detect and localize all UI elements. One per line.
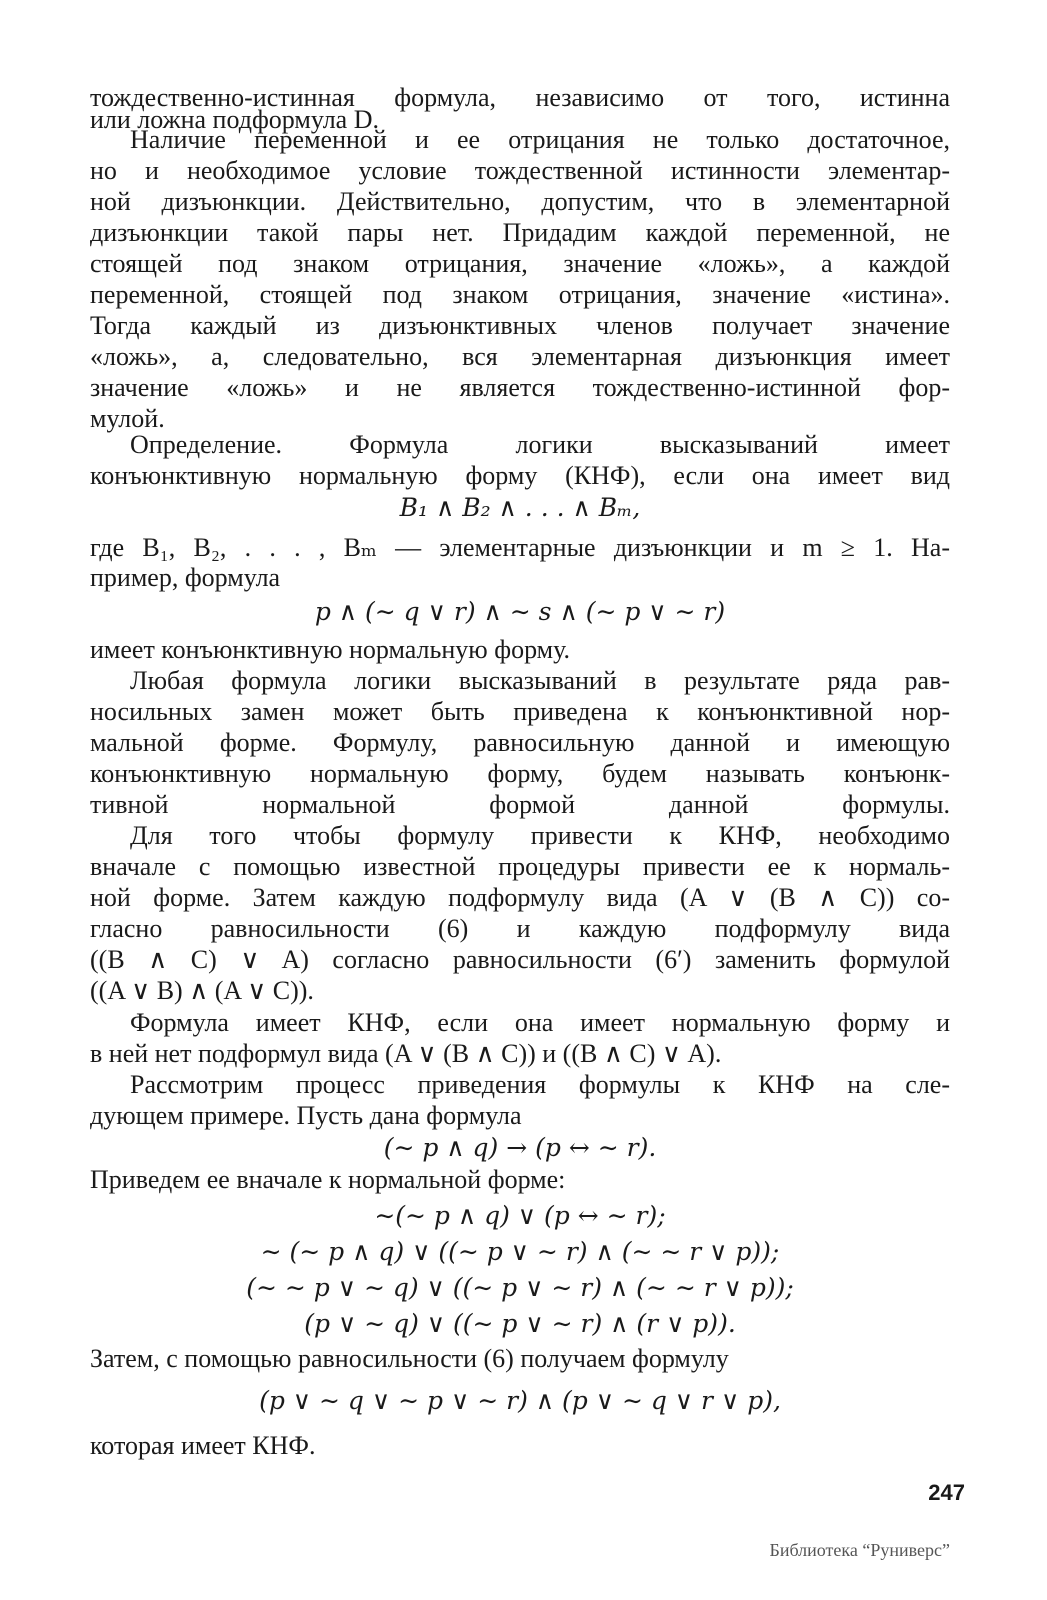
text-line: Приведем ее вначале к нормальной форме: [90,1165,566,1194]
text-line: значение «ложь» и не является тождественно-истинной фор- [90,373,950,402]
text-line: ((A ∨ B) ∧ (A ∨ C)). [90,976,314,1005]
text-line: пример, формула [90,563,281,592]
text-line: Затем, с помощью равносильности (6) получаем формулу [90,1344,729,1373]
text-line: Наличие переменной и ее отрицания не только достаточное, [130,125,950,154]
text-line: но и необходимое условие тождественной истинности элементар- [90,156,950,185]
text-line: где B₁, B₂, . . . , Bₘ — элементарные дизъюнкции и m ≥ 1. На- [90,533,950,562]
formula-line: (p ∨ ∼ q ∨ ∼ p ∨ ∼ r) ∧ (p ∨ ∼ q ∨ r ∨ p), [259,1386,781,1415]
text-line: Рассмотрим процесс приведения формулы к КНФ на сле- [130,1070,950,1099]
text-line: в ней нет подформул вида (A ∨ (B ∧ C)) и ((B ∧ C) ∨ A). [90,1039,722,1068]
text-line: или ложна подформула D. [90,105,379,134]
text-line: тивной нормальной формой данной формулы. [90,790,950,819]
text-line: ной дизъюнкции. Действительно, допустим, что в элементарной [90,187,950,216]
formula-line: ∼(∼ p ∧ q) ∨ (p ↔ ∼ r); [374,1201,666,1230]
formula-line: B₁ ∧ B₂ ∧ . . . ∧ Bₘ, [399,493,641,522]
text-line: Для того чтобы формулу привести к КНФ, необходимо [130,821,950,850]
text-line: дующем примере. Пусть дана формула [90,1101,522,1130]
text-line: конъюнктивную нормальную форму, будем называть конъюнк- [90,759,950,788]
text-line: мальной форме. Формулу, равносильную данной и имеющую [90,728,950,757]
text-line: переменной, стоящей под знаком отрицания, значение «истина». [90,280,950,309]
formula-line: (∼ p ∧ q) → (p ↔ ∼ r). [383,1133,657,1162]
text-line: ((B ∧ C) ∨ A) согласно равносильности (6′) заменить формулой [90,945,950,974]
formula-line: ∼ (∼ p ∧ q) ∨ ((∼ p ∨ ∼ r) ∧ (∼ ∼ r ∨ p)); [260,1237,780,1266]
text-line: тождественно-истинная формула, независимо от того, истинна [90,83,950,112]
page-number: 247 [928,1480,965,1505]
text-line: вначале с помощью известной процедуры привести ее к нормаль- [90,852,950,881]
text-line: конъюнктивную нормальную форму (КНФ), если она имеет вид [90,461,950,490]
text-line: Определение. Формула логики высказываний имеет [130,430,950,459]
text-line: Тогда каждый из дизъюнктивных членов получает значение [90,311,950,340]
text-line: Формула имеет КНФ, если она имеет нормальную форму и [130,1008,950,1037]
text-line: Любая формула логики высказываний в результате ряда рав- [130,666,950,695]
library-watermark: Библиотека “Руниверс” [769,1540,950,1560]
text-line: которая имеет КНФ. [90,1431,316,1460]
text-line: имеет конъюнктивную нормальную форму. [90,635,571,664]
text-line: ной форме. Затем каждую подформулу вида (A ∨ (B ∧ C)) со- [90,883,950,912]
text-line: мулой. [90,404,165,433]
formula-line: p ∧ (∼ q ∨ r) ∧ ∼ s ∧ (∼ p ∨ ∼ r) [314,597,726,626]
text-line: «ложь», а, следовательно, вся элементарная дизъюнкция имеет [90,342,950,371]
text-line: гласно равносильности (6) и каждую подформулу вида [90,914,950,943]
formula-line: (∼ ∼ p ∨ ∼ q) ∨ ((∼ p ∨ ∼ r) ∧ (∼ ∼ r ∨ p)); [246,1273,794,1302]
text-line: носильных замен может быть приведена к конъюнктивной нор- [90,697,950,726]
text-line: дизъюнкции такой пары нет. Придадим каждой переменной, не [90,218,950,247]
text-line: стоящей под знаком отрицания, значение «ложь», а каждой [90,249,950,278]
formula-line: (p ∨ ∼ q) ∨ ((∼ p ∨ ∼ r) ∧ (r ∨ p)). [304,1309,736,1338]
